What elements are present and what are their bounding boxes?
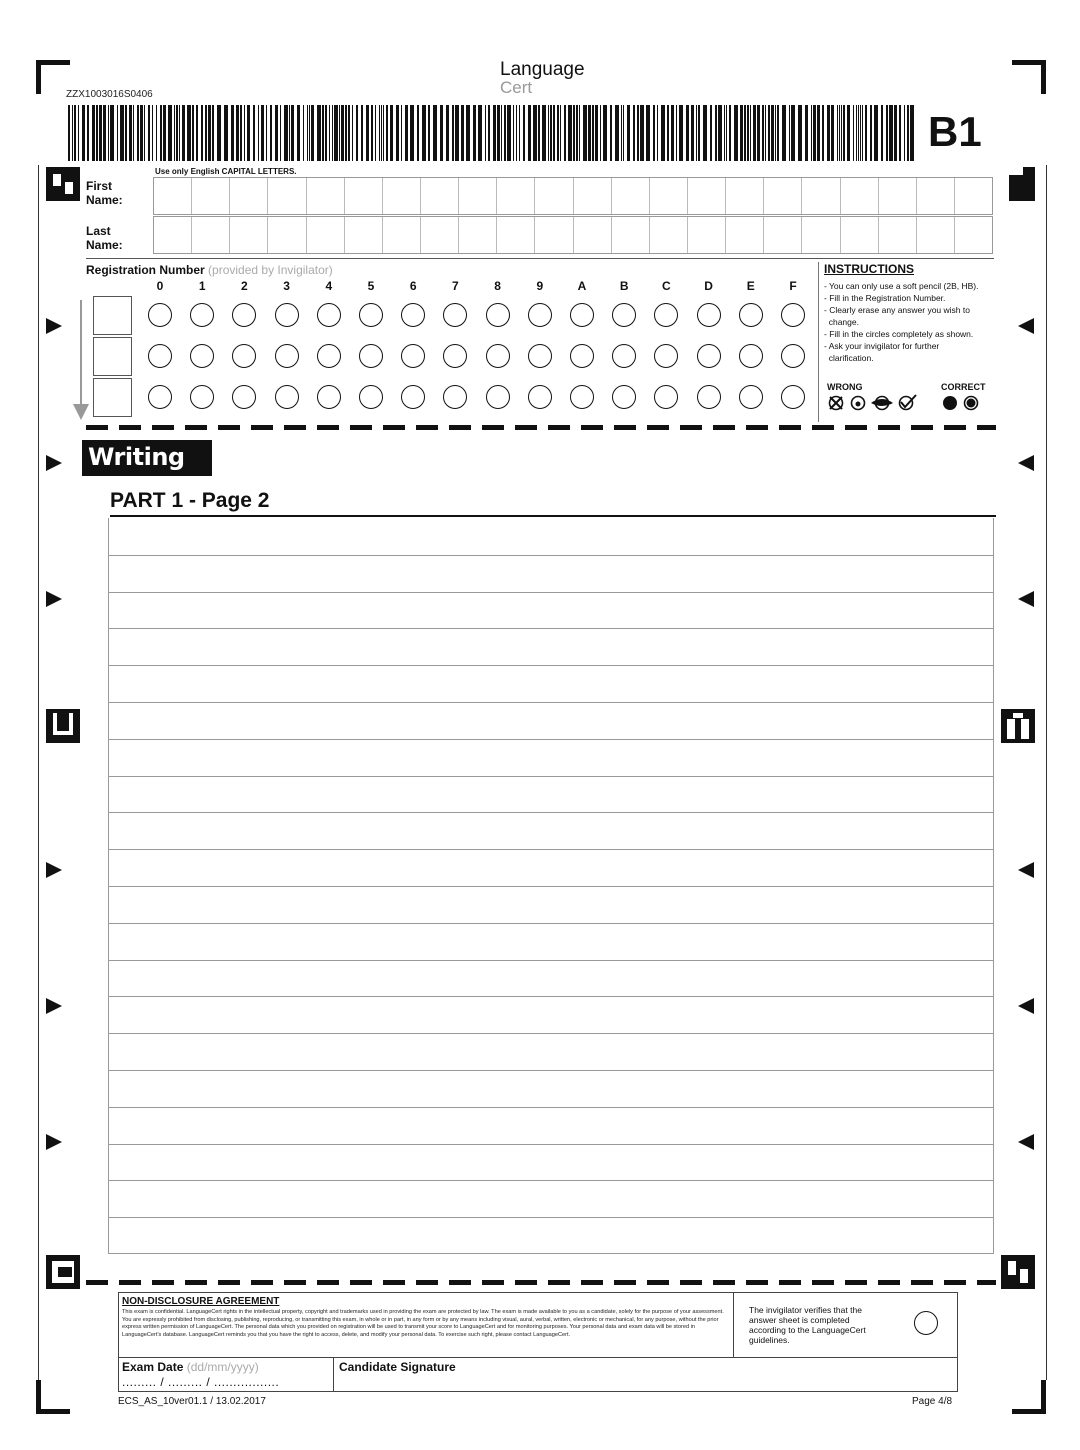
instruction-item: clarification.: [824, 353, 874, 363]
candidate-signature-field[interactable]: Candidate Signature: [339, 1360, 456, 1374]
writing-line: [109, 1217, 993, 1218]
registration-digit-box[interactable]: [93, 296, 132, 335]
registration-bubble[interactable]: [654, 344, 678, 368]
nda-title: NON-DISCLOSURE AGREEMENT: [122, 1296, 280, 1307]
registration-bubble[interactable]: [401, 303, 425, 327]
registration-bubble[interactable]: [570, 303, 594, 327]
correct-label: CORRECT: [941, 382, 986, 392]
right-margin-line: [1046, 165, 1047, 1380]
fiducial-marker-mid-right: [1001, 709, 1035, 743]
logo-line-1: Language: [500, 59, 585, 80]
writing-line: [109, 628, 993, 629]
registration-bubble[interactable]: [612, 303, 636, 327]
registration-bubble[interactable]: [781, 303, 805, 327]
registration-digit-box[interactable]: [93, 337, 132, 376]
registration-digit-header: 1: [198, 279, 206, 293]
registration-digit-header: 0: [156, 279, 164, 293]
writing-line: [109, 1107, 993, 1108]
registration-bubble[interactable]: [486, 385, 510, 409]
registration-bubble[interactable]: [359, 385, 383, 409]
dashed-separator-top: [86, 425, 996, 430]
wrong-label: WRONG: [827, 382, 863, 392]
registration-bubble[interactable]: [148, 385, 172, 409]
registration-digit-header: 9: [536, 279, 544, 293]
writing-line: [109, 776, 993, 777]
registration-number-label: [86, 263, 333, 277]
registration-bubble[interactable]: [612, 385, 636, 409]
barcode: [68, 105, 916, 161]
letter-box[interactable]: [154, 217, 192, 253]
crop-mark-bottom-right: [1012, 1380, 1046, 1414]
page-number: Page 4/8: [912, 1396, 953, 1407]
registration-bubble[interactable]: [317, 385, 341, 409]
letter-box[interactable]: [268, 178, 306, 214]
registration-bubble[interactable]: [654, 303, 678, 327]
registration-bubble[interactable]: [148, 344, 172, 368]
instruction-item: - Clearly erase any answer you wish to: [824, 305, 970, 315]
writing-line: [109, 592, 993, 593]
registration-digit-header: 3: [283, 279, 290, 293]
registration-bubble[interactable]: [359, 303, 383, 327]
letter-box[interactable]: [764, 217, 802, 253]
letter-box[interactable]: [230, 217, 268, 253]
timing-arrow-right: [46, 591, 62, 607]
first-name-label: First Name:: [86, 179, 123, 207]
letter-box[interactable]: [802, 217, 840, 253]
exam-date-hint: (dd/mm/yyyy): [186, 1360, 259, 1374]
letter-box[interactable]: [841, 178, 879, 214]
letter-box[interactable]: [421, 217, 459, 253]
down-arrow-icon: [72, 300, 90, 422]
registration-bubble[interactable]: [739, 344, 763, 368]
registration-bubble[interactable]: [401, 385, 425, 409]
writing-line: [109, 739, 993, 740]
registration-digit-header: C: [662, 279, 671, 293]
logo-line-2: Cert: [500, 78, 533, 97]
invigilator-verify-text: The invigilator verifies that the answer sheet is completed according to the LanguageCert guidelines.: [749, 1305, 866, 1345]
last-name-label: Last Name:: [86, 224, 123, 252]
letter-box[interactable]: [841, 217, 879, 253]
letter-box[interactable]: [307, 178, 345, 214]
instruction-item: - Fill in the circles completely as shown.: [824, 329, 974, 339]
writing-line: [109, 1033, 993, 1034]
timing-arrow-right: [46, 998, 62, 1014]
registration-digit-header: F: [789, 279, 797, 293]
letter-box[interactable]: [535, 217, 573, 253]
letter-box[interactable]: [764, 178, 802, 214]
correct-marks-icon: [941, 394, 981, 412]
instruction-item: - Fill in the Registration Number.: [824, 293, 946, 303]
letter-box[interactable]: [726, 178, 764, 214]
letter-box[interactable]: [154, 178, 192, 214]
timing-arrow-left: [1018, 318, 1034, 334]
registration-bubble[interactable]: [781, 385, 805, 409]
letter-box[interactable]: [192, 178, 230, 214]
nda-divider: [733, 1293, 734, 1357]
registration-bubble[interactable]: [232, 385, 256, 409]
letter-box[interactable]: [879, 217, 917, 253]
registration-bubble[interactable]: [570, 344, 594, 368]
writing-line: [109, 960, 993, 961]
writing-line: [109, 923, 993, 924]
writing-line: [109, 812, 993, 813]
instruction-item: - Ask your invigilator for further: [824, 341, 940, 351]
registration-digit-header: 6: [409, 279, 417, 293]
letter-box[interactable]: [230, 178, 268, 214]
registration-bubble[interactable]: [275, 303, 299, 327]
letter-box[interactable]: [268, 217, 306, 253]
dashed-separator-bottom: [86, 1280, 996, 1285]
registration-bubble[interactable]: [528, 344, 552, 368]
timing-arrow-left: [1018, 455, 1034, 471]
registration-bubble[interactable]: [232, 344, 256, 368]
registration-bubble[interactable]: [486, 344, 510, 368]
registration-bubble[interactable]: [232, 303, 256, 327]
registration-bubble[interactable]: [401, 344, 425, 368]
fiducial-marker-mid-left: [46, 709, 80, 743]
registration-digit-header: B: [619, 279, 629, 293]
writing-line: [109, 1180, 993, 1181]
nda-body: This exam is confidential. LanguageCert rights in the intellectual property, copyright and trademarks used in providing the exam are protected by law. The exam is made available to you as a candidate, solely for the purpose of your assessment. You are expressly prohibited from disclosing, publishing, reproducing, or transmitting this exam, in whole or in part, in any form or by any means including visual, aural, verbal, written, electronic or mechanical, for any purpose, without the prior express written permission of LanguageCert. The personal data which you provided on registration will be used to transmit your score to LanguageCert and for monitoring purposes. Your personal data and exam data will be stored in LanguageCert's database. LanguageCert reminds you that you have the right to access, delete, and modify your personal data. To exercise such right, please contact LanguageCert.: [122, 1309, 724, 1338]
registration-bubble[interactable]: [359, 344, 383, 368]
letter-box[interactable]: [459, 178, 497, 214]
writing-line: [109, 1070, 993, 1071]
registration-bubble[interactable]: [443, 344, 467, 368]
registration-bubble[interactable]: [528, 303, 552, 327]
section-divider: [86, 258, 994, 259]
letter-box[interactable]: [345, 178, 383, 214]
fiducial-marker-top-left: [46, 167, 80, 201]
fiducial-marker-top-right: [1001, 167, 1035, 201]
letter-box[interactable]: [574, 217, 612, 253]
writing-section-tab: Writing: [82, 440, 212, 476]
letter-box[interactable]: [650, 217, 688, 253]
letter-box[interactable]: [650, 178, 688, 214]
registration-bubble[interactable]: [654, 385, 678, 409]
registration-bubble[interactable]: [275, 344, 299, 368]
crop-mark-bottom-left: [36, 1380, 70, 1414]
registration-bubble[interactable]: [781, 344, 805, 368]
registration-bubble[interactable]: [697, 385, 721, 409]
registration-bubble[interactable]: [317, 303, 341, 327]
registration-digit-header: 7: [452, 279, 459, 293]
letter-box[interactable]: [917, 178, 955, 214]
writing-area[interactable]: [108, 518, 994, 1254]
fiducial-marker-bottom-left: [46, 1255, 80, 1289]
timing-arrow-left: [1018, 1134, 1034, 1150]
version-code: ECS_AS_10ver01.1 / 13.02.2017: [118, 1396, 266, 1407]
registration-bubble[interactable]: [739, 385, 763, 409]
registration-bubble[interactable]: [190, 303, 214, 327]
letter-box[interactable]: [497, 178, 535, 214]
letter-box[interactable]: [612, 217, 650, 253]
registration-digit-header: 4: [325, 279, 333, 293]
left-margin-line: [38, 165, 39, 1380]
registration-hint: (provided by Invigilator): [208, 263, 333, 277]
timing-arrow-left: [1018, 998, 1034, 1014]
writing-line: [109, 555, 993, 556]
registration-digit-header: 5: [367, 279, 375, 293]
capital-letters-note: Use only English CAPITAL LETTERS.: [155, 167, 297, 176]
letter-box[interactable]: [726, 217, 764, 253]
exam-date-label: [122, 1360, 259, 1374]
registration-bubble[interactable]: [443, 385, 467, 409]
writing-line: [109, 665, 993, 666]
registration-bubble[interactable]: [275, 385, 299, 409]
nda-divider: [119, 1357, 957, 1358]
registration-bubble[interactable]: [317, 344, 341, 368]
registration-digit-header: 2: [241, 279, 248, 293]
level-badge: B1: [928, 108, 982, 155]
instructions-list: [824, 280, 996, 364]
languagecert-logo: [500, 60, 590, 96]
exam-date-field[interactable]: ......... / ......... / .................: [122, 1375, 280, 1389]
writing-line: [109, 702, 993, 703]
registration-digit-box[interactable]: [93, 378, 132, 417]
last-name-boxes[interactable]: [153, 216, 993, 254]
letter-box[interactable]: [307, 217, 345, 253]
wrong-marks-icon: [827, 394, 919, 412]
registration-label-text: Registration Number: [86, 263, 205, 277]
letter-box[interactable]: [612, 178, 650, 214]
sheet-code: ZZX1003016S0406: [66, 89, 153, 100]
registration-bubble[interactable]: [739, 303, 763, 327]
registration-digit-header: E: [746, 279, 755, 293]
instructions-panel: [818, 262, 996, 422]
registration-bubble[interactable]: [528, 385, 552, 409]
registration-bubble[interactable]: [486, 303, 510, 327]
instruction-item: change.: [824, 317, 859, 327]
timing-arrow-left: [1018, 862, 1034, 878]
registration-bubble[interactable]: [570, 385, 594, 409]
letter-box[interactable]: [459, 217, 497, 253]
letter-box[interactable]: [688, 178, 726, 214]
writing-line: [109, 849, 993, 850]
registration-bubble[interactable]: [443, 303, 467, 327]
registration-bubble[interactable]: [190, 344, 214, 368]
letter-box[interactable]: [535, 178, 573, 214]
timing-arrow-right: [46, 1134, 62, 1150]
registration-digit-header: 8: [494, 279, 501, 293]
letter-box[interactable]: [497, 217, 535, 253]
writing-line: [109, 886, 993, 887]
crop-mark-top-right: [1012, 60, 1046, 94]
letter-box[interactable]: [955, 217, 992, 253]
writing-line: [109, 996, 993, 997]
registration-bubble[interactable]: [190, 385, 214, 409]
part-title-rule: [110, 515, 996, 517]
registration-bubble[interactable]: [697, 303, 721, 327]
fiducial-marker-bottom-right: [1001, 1255, 1035, 1289]
letter-box[interactable]: [574, 178, 612, 214]
letter-box[interactable]: [879, 178, 917, 214]
letter-box[interactable]: [917, 217, 955, 253]
letter-box[interactable]: [688, 217, 726, 253]
nda-box: [118, 1292, 958, 1392]
letter-box[interactable]: [802, 178, 840, 214]
crop-mark-top-left: [36, 60, 70, 94]
registration-digit-header: D: [704, 279, 713, 293]
timing-arrow-right: [46, 862, 62, 878]
writing-line: [109, 1144, 993, 1145]
letter-box[interactable]: [192, 217, 230, 253]
letter-box[interactable]: [383, 178, 421, 214]
letter-box[interactable]: [383, 217, 421, 253]
first-name-boxes[interactable]: [153, 177, 993, 215]
timing-arrow-right: [46, 318, 62, 334]
exam-date-text: Exam Date: [122, 1360, 184, 1374]
registration-bubble[interactable]: [148, 303, 172, 327]
nda-divider: [333, 1357, 334, 1391]
timing-arrow-right: [46, 455, 62, 471]
letter-box[interactable]: [955, 178, 992, 214]
invigilator-verify-bubble[interactable]: [914, 1311, 938, 1335]
timing-arrow-left: [1018, 591, 1034, 607]
letter-box[interactable]: [345, 217, 383, 253]
registration-bubble[interactable]: [697, 344, 721, 368]
letter-box[interactable]: [421, 178, 459, 214]
instruction-item: - You can only use a soft pencil (2B, HB).: [824, 281, 979, 291]
part-title: PART 1 - Page 2: [110, 489, 270, 512]
registration-bubble[interactable]: [612, 344, 636, 368]
instructions-title: INSTRUCTIONS: [824, 262, 914, 276]
registration-digit-header: A: [577, 279, 587, 293]
